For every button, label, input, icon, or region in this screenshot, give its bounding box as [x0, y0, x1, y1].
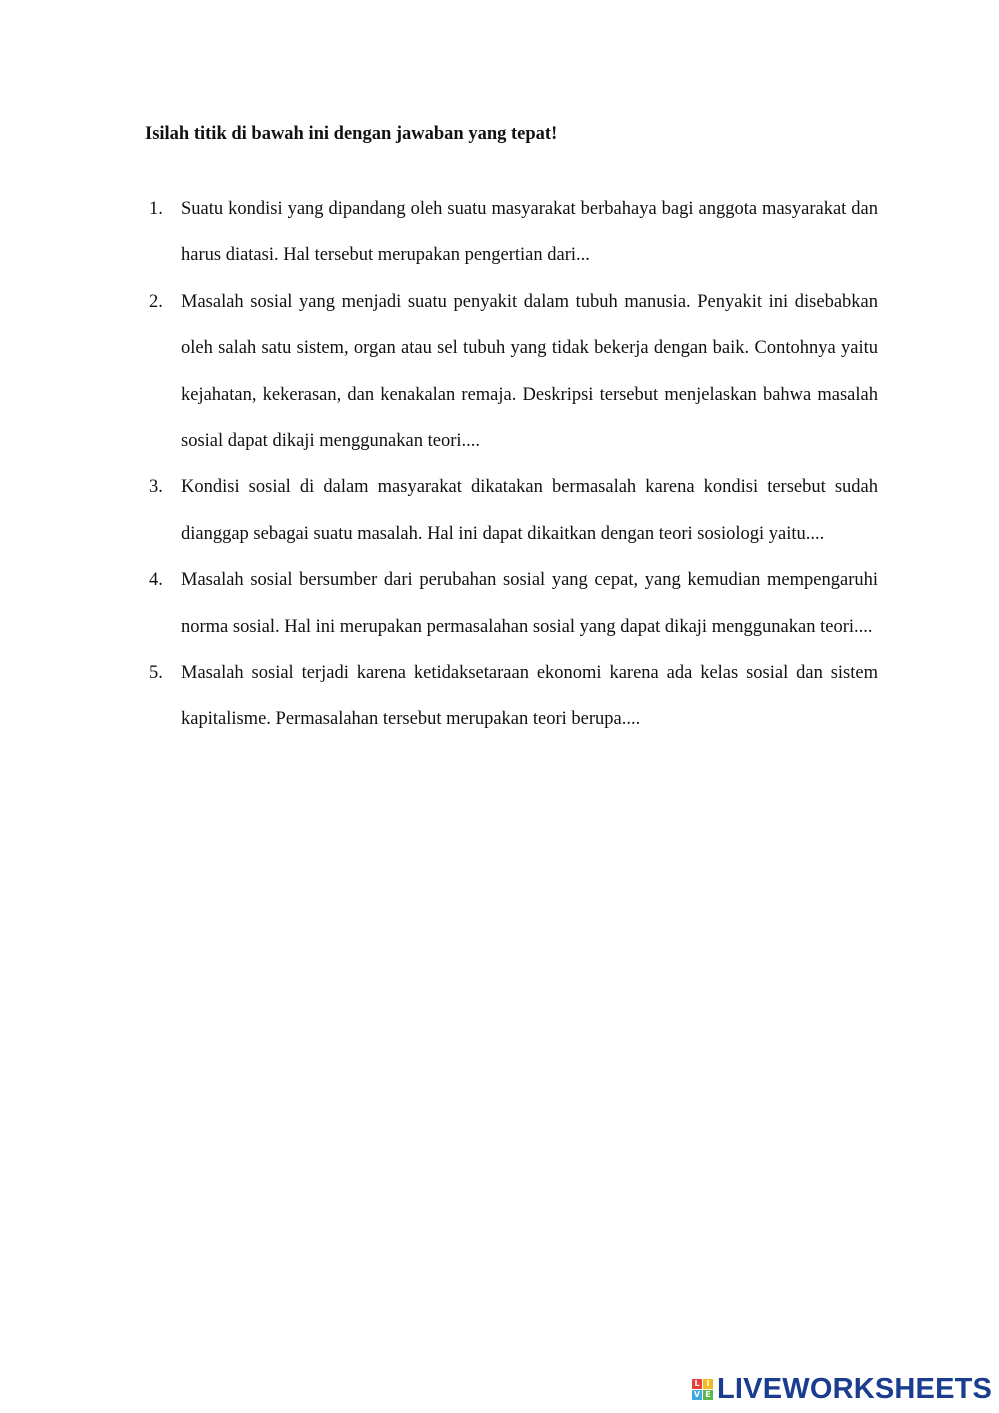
- logo-mark-cell: V: [693, 1389, 701, 1399]
- liveworksheets-logo: [692, 1372, 992, 1406]
- question-item-1: [149, 186, 878, 279]
- logo-mark-cell: I: [703, 1379, 713, 1389]
- question-text: Suatu kondisi yang dipandang oleh suatu masyarakat berbahaya bagi anggota masyarakat dan harus diatasi. Hal tersebut merupakan pengertian dari...: [181, 199, 878, 266]
- question-list: [149, 186, 878, 743]
- question-number: 2.: [149, 291, 163, 312]
- question-number: 5.: [149, 663, 163, 684]
- question-item-3: [149, 464, 878, 557]
- logo-mark-cell: L: [692, 1379, 702, 1389]
- question-item-2: [149, 279, 878, 465]
- question-text: Masalah sosial terjadi karena ketidaksetaraan ekonomi karena ada kelas sosial dan sistem kapitalisme. Permasalahan tersebut merupakan teori berupa....: [181, 663, 878, 730]
- question-text: Kondisi sosial di dalam masyarakat dikatakan bermasalah karena kondisi tersebut sudah dianggap sebagai suatu masalah. Hal ini dapat dikaitkan dengan teori sosiologi yaitu....: [181, 477, 878, 544]
- question-item-4: [149, 557, 878, 650]
- question-number: 3.: [149, 477, 163, 498]
- question-text: Masalah sosial bersumber dari perubahan sosial yang cepat, yang kemudian mempengaruhi norma sosial. Hal ini merupakan permasalahan sosial yang dapat dikaji menggunakan teori....: [181, 570, 878, 637]
- question-number: 4.: [149, 570, 163, 591]
- logo-mark-cell: E: [703, 1390, 713, 1400]
- logo-mark-icon: [692, 1379, 713, 1400]
- question-number: 1.: [149, 199, 163, 219]
- question-text: Masalah sosial yang menjadi suatu penyakit dalam tubuh manusia. Penyakit ini disebabkan oleh salah satu sistem, organ atau sel tubuh yang tidak bekerja dengan baik. Contohnya yaitu kejahatan, kekerasan, dan kenakalan remaja. Deskripsi tersebut menjelaskan bahwa masalah sosial dapat dikaji menggunakan teori....: [181, 291, 878, 452]
- logo-text: LIVEWORKSHEETS: [717, 1373, 993, 1405]
- instruction-heading: Isilah titik di bawah ini dengan jawaban yang tepat!: [145, 124, 558, 144]
- question-item-5: [149, 650, 878, 743]
